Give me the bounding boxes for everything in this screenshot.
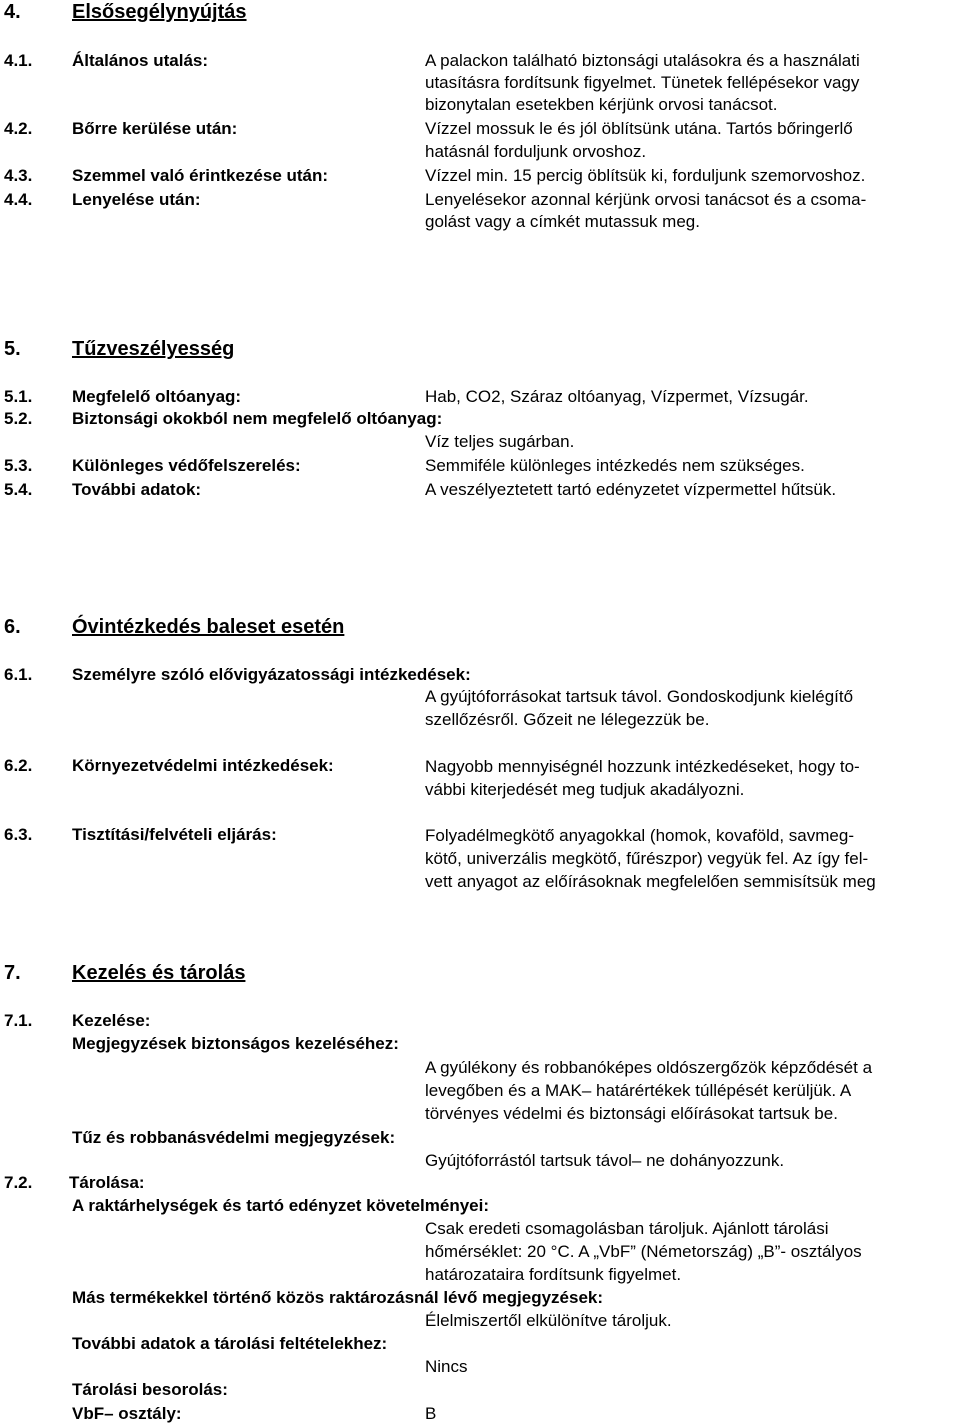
item-4-1-number: 4.1. [4, 51, 33, 70]
item-5-3-value: Semmiféle különleges intézkedés nem szükséges. [425, 456, 805, 475]
item-4-4-number: 4.4. [4, 190, 33, 209]
item-5-3-label: Különleges védőfelszerelés: [72, 456, 301, 475]
item-5-1-value: Hab, CO2, Száraz oltóanyag, Vízpermet, Vízsugár. [425, 387, 809, 406]
item-7-1-sub-1-line-3: törvényes védelmi és biztonsági előírásokat tartsuk be. [425, 1104, 838, 1123]
item-6-1-number: 6.1. [4, 665, 33, 684]
item-7-1-sub-2-label: Tűz és robbanásvédelmi megjegyzések: [72, 1128, 396, 1147]
item-6-2-number: 6.2. [4, 756, 33, 775]
section-5-title: Tűzveszélyesség [72, 338, 235, 360]
item-7-1-sub-1-text [425, 1056, 957, 1125]
item-7-2-label: Tárolása: [69, 1173, 145, 1192]
item-4-4-label: Lenyelése után: [72, 190, 201, 209]
item-4-3-number: 4.3. [4, 166, 33, 185]
section-7-title: Kezelés és tárolás [72, 962, 246, 984]
item-6-3-text-line-3: vett anyagot az előírásoknak megfelelően semmisítsük meg [425, 872, 876, 891]
item-7-2-sub-2-value: Élelmiszertől elkülönítve tároljuk. [425, 1311, 672, 1330]
item-6-3-text [425, 824, 933, 893]
item-6-3-number: 6.3. [4, 825, 33, 844]
item-5-4-value: A veszélyeztetett tartó edényzetet vízpermettel hűtsük. [425, 480, 837, 499]
item-6-1-text-line-2: szellőzésről. Gőzeit ne lélegezzük be. [425, 710, 710, 729]
item-4-1-text-line-2: utasításra fordítsunk figyelmet. Tünetek fellépésekor vagy [425, 73, 860, 92]
item-5-1-number: 5.1. [4, 387, 33, 406]
item-6-2-text-line-2: vábbi kiterjedését meg tudjuk akadályozni. [425, 780, 745, 799]
item-6-2-text [425, 755, 933, 801]
item-7-1-sub-1-line-2: levegőben és a MAK– határértékek túllépését kerüljük. A [425, 1081, 852, 1100]
item-7-1-number: 7.1. [4, 1011, 33, 1030]
item-6-3-text-line-2: kötő, univerzális megkötő, fűrészpor) vegyük fel. Az így fel- [425, 849, 869, 868]
item-4-1-label: Általános utalás: [72, 51, 209, 70]
item-7-2-sub-2-label: Más termékekkel történő közös raktározásnál lévő megjegyzések: [72, 1288, 604, 1307]
item-5-4-label: További adatok: [72, 480, 202, 499]
item-7-2-sub-1-line-1: Csak eredeti csomagolásban tároljuk. Ajánlott tárolási [425, 1219, 829, 1238]
item-6-1-label: Személyre szóló elővigyázatossági intézkedések: [72, 665, 471, 684]
section-6-title: Óvintézkedés baleset esetén [72, 616, 345, 638]
item-4-1-text-line-1: A palackon található biztonsági utalásokra és a használati [425, 51, 860, 70]
item-4-2-number: 4.2. [4, 119, 33, 138]
item-4-4-text-line-1: Lenyelésekor azonnal kérjünk orvosi tanácsot és a csoma- [425, 190, 867, 209]
item-7-2-sub-5-label: VbF– osztály: [72, 1404, 182, 1423]
item-5-3-number: 5.3. [4, 456, 33, 475]
item-7-2-sub-3-value: Nincs [425, 1357, 468, 1376]
item-7-2-sub-1-line-2: hőmérséklet: 20 °C. A „VbF” (Németország) „B”- osztályos [425, 1242, 862, 1261]
item-7-2-sub-1-label: A raktárhelységek és tartó edényzet követelményei: [72, 1196, 490, 1215]
item-6-2-label: Környezetvédelmi intézkedések: [72, 756, 334, 775]
item-5-2-number: 5.2. [4, 409, 33, 428]
item-4-2-label: Bőrre kerülése után: [72, 119, 238, 138]
item-5-1-label: Megfelelő oltóanyag: [72, 387, 242, 406]
item-5-2-value: Víz teljes sugárban. [425, 432, 575, 451]
item-6-1-text [425, 685, 957, 731]
item-5-2-label: Biztonsági okokból nem megfelelő oltóanyag: [72, 409, 443, 428]
item-7-2-number: 7.2. [4, 1173, 33, 1192]
item-4-3-label: Szemmel való érintkezése után: [72, 166, 329, 185]
item-4-1-text-line-3: bizonytalan esetekben kérjünk orvosi tanácsot. [425, 95, 778, 114]
item-4-4-text-line-2: golást vagy a címkét mutassuk meg. [425, 212, 700, 231]
section-6-number: 6. [4, 616, 21, 638]
item-6-3-label: Tisztítási/felvételi eljárás: [72, 825, 277, 844]
item-4-3-text-line-1: Vízzel min. 15 percig öblítsük ki, forduljunk szemorvoshoz. [425, 166, 866, 185]
item-5-4-number: 5.4. [4, 480, 33, 499]
item-7-2-sub-4-label: Tárolási besorolás: [72, 1380, 228, 1399]
item-7-2-sub-3-label: További adatok a tárolási feltételekhez: [72, 1334, 388, 1353]
item-6-2-text-line-1: Nagyobb mennyiségnél hozzunk intézkedéseket, hogy to- [425, 757, 860, 776]
item-7-1-sub-2-value: Gyújtóforrástól tartsuk távol– ne dohányozzunk. [425, 1151, 785, 1170]
item-7-2-sub-1-line-3: határozataira fordítsunk figyelmet. [425, 1265, 682, 1284]
section-4-title: Elsősegélynyújtás [72, 1, 247, 23]
item-6-1-text-line-1: A gyújtóforrásokat tartsuk távol. Gondoskodjunk kielégítő [425, 687, 854, 706]
item-4-2-text-line-1: Vízzel mossuk le és jól öblítsünk utána. Tartós bőringerlő [425, 119, 853, 138]
item-4-2-text-line-2: hatásnál forduljunk orvoshoz. [425, 142, 647, 161]
item-7-2-sub-5-value: B [425, 1404, 437, 1423]
item-7-1-label: Kezelése: [72, 1011, 151, 1030]
section-5-number: 5. [4, 338, 21, 360]
item-7-1-sub-1-line-1: A gyúlékony és robbanóképes oldószergőzök képződését a [425, 1058, 873, 1077]
section-7-number: 7. [4, 962, 21, 984]
item-6-3-text-line-1: Folyadélmegkötő anyagokkal (homok, kovaföld, savmeg- [425, 826, 854, 845]
section-4-number: 4. [4, 1, 21, 23]
item-7-1-sub-1-label: Megjegyzések biztonságos kezeléséhez: [72, 1034, 399, 1053]
